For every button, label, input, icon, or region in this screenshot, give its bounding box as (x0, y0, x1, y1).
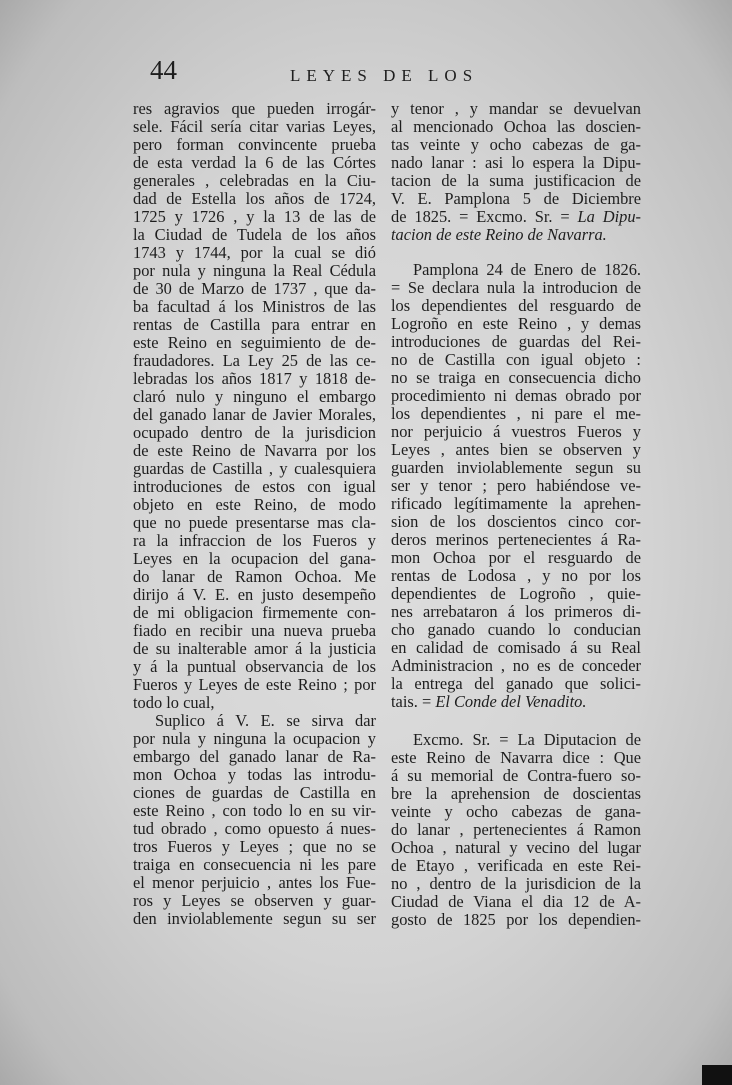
line-text: do lanar de Ramon Ochoa. Me (133, 567, 376, 586)
text-line (391, 857, 641, 875)
text-line (391, 208, 641, 226)
text-line (391, 477, 641, 495)
text-line (391, 839, 641, 857)
line-text: generales , celebradas en la Ciu- (133, 171, 376, 190)
text-line (133, 604, 376, 622)
text-line (133, 748, 376, 766)
line-text: todo lo cual, (133, 693, 215, 712)
text-line (391, 639, 641, 657)
text-line (133, 244, 376, 262)
line-text: del ganado lanar de Javier Morales, (133, 405, 376, 424)
scan-edge-shadow (702, 1065, 732, 1085)
text-line (391, 405, 641, 423)
text-line (133, 856, 376, 874)
line-text: dad de Estella los años de 1724, (133, 189, 376, 208)
line-text: deros merinos pertenecientes á Ra- (391, 530, 641, 549)
text-line (133, 424, 376, 442)
text-line (391, 675, 641, 693)
text-line (391, 387, 641, 405)
text-line (391, 136, 641, 154)
text-line (391, 315, 641, 333)
text-line (391, 621, 641, 639)
line-text: la entrega del ganado que solici- (391, 674, 641, 693)
text-line (133, 658, 376, 676)
line-text: introduciones de guardas del Rei- (391, 332, 641, 351)
line-text: Leyes en la ocupacion del gana- (133, 549, 376, 568)
line-text: no , dentro de la jurisdicion de la (391, 874, 641, 893)
italic-text: tacion de este Reino de Navarra. (391, 225, 607, 244)
line-text: este Reino , con todo lo en su vir- (133, 801, 376, 820)
line-text: Administracion , no es de conceder (391, 656, 641, 675)
text-line (133, 334, 376, 352)
line-text: Fueros y Leyes de este Reino ; por (133, 675, 376, 694)
text-line (133, 118, 376, 136)
line-text: Logroño en este Reino , y demas (391, 314, 641, 333)
line-text: gosto de 1825 por los dependien- (391, 910, 641, 929)
text-line (133, 874, 376, 892)
line-text: tros Fueros y Leyes ; que no se (133, 837, 376, 856)
page-number: 44 (150, 55, 177, 85)
text-line (133, 532, 376, 550)
line-text: Pamplona 24 de Enero de 1826. (413, 260, 641, 279)
line-text: y á la puntual observancia de los (133, 657, 376, 676)
line-text: pero forman convincente prueba (133, 135, 376, 154)
text-line (391, 731, 641, 749)
line-text: traiga en consecuencia ni les pare (133, 855, 376, 874)
text-line (391, 585, 641, 603)
text-line (391, 118, 641, 136)
line-text: procedimiento ni demas obrado por (391, 386, 641, 405)
line-text: ros y Leyes se observen y guar- (133, 891, 376, 910)
text-line (391, 893, 641, 911)
text-line (133, 622, 376, 640)
line-text: de su inalterable amor á la justicia (133, 639, 376, 658)
line-text: Excmo. Sr. = La Diputacion de (413, 730, 641, 749)
line-text: V. E. Pamplona 5 de Diciembre (391, 189, 641, 208)
right-column (391, 100, 641, 929)
line-text: tacion de la suma justificacion de (391, 171, 641, 190)
text-line (133, 280, 376, 298)
text-line (391, 279, 641, 297)
line-text: dirijo á V. E. en justo desempeño (133, 585, 376, 604)
line-text: los dependientes , ni pare el me- (391, 404, 641, 423)
line-text: Ochoa , natural y vecino del lugar (391, 838, 641, 857)
line-text: fiado en recibir una nueva prueba (133, 621, 376, 640)
line-text: dependientes de Logroño , quie- (391, 584, 641, 603)
text-line (133, 208, 376, 226)
text-line (391, 549, 641, 567)
text-line (133, 712, 376, 730)
line-text: ser y tenor ; pero habiéndose ve- (391, 476, 641, 495)
line-text: guarden inviolablemente segun su (391, 458, 641, 477)
text-line (391, 531, 641, 549)
text-line (391, 333, 641, 351)
line-text: de 30 de Marzo de 1737 , que da- (133, 279, 376, 298)
text-line (391, 369, 641, 387)
line-text: fraudadores. La Ley 25 de las ce- (133, 351, 376, 370)
line-text: ra la infraccion de los Fueros y (133, 531, 376, 550)
text-line (391, 749, 641, 767)
line-text: que no puede presentarse mas cla- (133, 513, 376, 532)
text-line (391, 803, 641, 821)
text-line (133, 460, 376, 478)
text-line (133, 262, 376, 280)
text-line (391, 351, 641, 369)
line-text: Suplico á V. E. se sirva dar (155, 711, 376, 730)
line-text: la Ciudad de Tudela de los años (133, 225, 376, 244)
text-line (391, 190, 641, 208)
line-text: por nula y ninguna la Real Cédula (133, 261, 376, 280)
line-text: cho ganado cuando lo conducian (391, 620, 641, 639)
line-text: rentas de Castilla para entrar en (133, 315, 376, 334)
left-column (133, 100, 376, 928)
line-text: den inviolablemente segun su ser (133, 909, 376, 928)
text-line (391, 172, 641, 190)
text-line (391, 495, 641, 513)
line-text: lebradas los años 1817 y 1818 de- (133, 369, 376, 388)
text-line (133, 550, 376, 568)
line-text: 1725 y 1726 , y la 13 de las de (133, 207, 376, 226)
text-line (133, 316, 376, 334)
text-line (133, 352, 376, 370)
text-line (133, 226, 376, 244)
text-line (391, 261, 641, 279)
line-text: veinte y ocho cabezas de gana- (391, 802, 641, 821)
line-text: guardas de Castilla , y cualesquiera (133, 459, 376, 478)
text-line (133, 496, 376, 514)
line-text: rentas de Lodosa , y no por los (391, 566, 641, 585)
line-text: nes arrebataron á los primeros di- (391, 602, 641, 621)
text-line (391, 154, 641, 172)
text-line (133, 172, 376, 190)
line-text: do lanar , pertenecientes á Ramon (391, 820, 641, 839)
text-line (391, 767, 641, 785)
line-text: al mencionado Ochoa las doscien- (391, 117, 641, 136)
line-text: 1743 y 1744, por la cual se dió (133, 243, 376, 262)
text-line (133, 820, 376, 838)
line-text: tud obrado , como opuesto á nues- (133, 819, 376, 838)
line-text: claró nulo y ninguno el embargo (133, 387, 376, 406)
line-text: res agravios que pueden irrogár- (133, 99, 376, 118)
text-line (391, 423, 641, 441)
line-text: á su memorial de Contra-fuero so- (391, 766, 641, 785)
text-line (391, 297, 641, 315)
line-text: este Reino de Navarra dice : Que (391, 748, 641, 767)
text-line (133, 892, 376, 910)
text-line (133, 388, 376, 406)
line-text: de mi obligacion firmemente con- (133, 603, 376, 622)
text-line (133, 136, 376, 154)
line-text: introduciones de estos con igual (133, 477, 376, 496)
text-line (133, 910, 376, 928)
text-line (391, 657, 641, 675)
line-text: ciones de guardas de Castilla en (133, 783, 376, 802)
text-line (133, 730, 376, 748)
line-text: ba facultad á los Ministros de las (133, 297, 376, 316)
line-text: no de Castilla con igual objeto : (391, 350, 641, 369)
line-text: bre la aprehension de doscientas (391, 784, 641, 803)
line-text: objeto en este Reino, de modo (133, 495, 376, 514)
line-text: mon Ochoa por el resguardo de (391, 548, 641, 567)
text-line (133, 370, 376, 388)
text-line (391, 459, 641, 477)
text-line (133, 586, 376, 604)
text-line (133, 694, 376, 712)
text-line (133, 766, 376, 784)
text-line (391, 100, 641, 118)
line-text: por nula y ninguna la ocupacion y (133, 729, 376, 748)
text-line (133, 676, 376, 694)
text-line (133, 190, 376, 208)
text-line (133, 442, 376, 460)
text-line (133, 514, 376, 532)
text-line (133, 100, 376, 118)
text-line (391, 513, 641, 531)
line-text: = Se declara nula la introducion de (391, 278, 641, 297)
line-text: nado lanar : asi lo espera la Dipu- (391, 153, 641, 172)
text-line (391, 875, 641, 893)
line-text: de este Reino de Navarra por los (133, 441, 376, 460)
text-line (133, 802, 376, 820)
line-text: Ciudad de Viana el dia 12 de A- (391, 892, 641, 911)
line-text: no se traiga en consecuencia dicho (391, 368, 641, 387)
text-line (133, 298, 376, 316)
line-text: de Etayo , verificada en este Rei- (391, 856, 641, 875)
line-text: Leyes , antes bien se observen y (391, 440, 641, 459)
line-text: rificado legítimamente la aprehen- (391, 494, 641, 513)
text-line (133, 640, 376, 658)
text-line (391, 911, 641, 929)
text-line (391, 226, 641, 244)
line-text: los dependientes del resguardo de (391, 296, 641, 315)
line-text: el menor perjuicio , antes los Fue- (133, 873, 376, 892)
text-line (391, 441, 641, 459)
text-line (391, 603, 641, 621)
text-line (391, 693, 641, 711)
line-text: este Reino en seguimiento de de- (133, 333, 376, 352)
line-text: de esta verdad la 6 de las Córtes (133, 153, 376, 172)
line-text: de 1825. = Excmo. Sr. = (391, 207, 578, 226)
line-text: y tenor , y mandar se devuelvan (391, 99, 641, 118)
text-line (133, 154, 376, 172)
text-line (133, 568, 376, 586)
line-text: embargo del ganado lanar de Ra- (133, 747, 376, 766)
line-text: nor perjuicio á vuestros Fueros y (391, 422, 641, 441)
text-line (133, 838, 376, 856)
text-line (391, 821, 641, 839)
running-head: LEYES DE LOS (290, 66, 479, 85)
line-text: mon Ochoa y todas las introdu- (133, 765, 376, 784)
text-line (391, 785, 641, 803)
line-text: tas veinte y ocho cabezas de ga- (391, 135, 641, 154)
text-line (391, 567, 641, 585)
line-text: ocupado dentro de la jurisdicion (133, 423, 376, 442)
italic-text: El Conde del Venadito. (435, 692, 587, 711)
text-line (133, 406, 376, 424)
line-text: tais. = (391, 692, 436, 711)
text-line (133, 784, 376, 802)
text-line (133, 478, 376, 496)
line-text: sion de los doscientos cinco cor- (391, 512, 641, 531)
line-text: sele. Fácil sería citar varias Leyes, (133, 117, 376, 136)
italic-text: La Dipu- (577, 207, 641, 226)
line-text: en calidad de comisado á su Real (391, 638, 641, 657)
